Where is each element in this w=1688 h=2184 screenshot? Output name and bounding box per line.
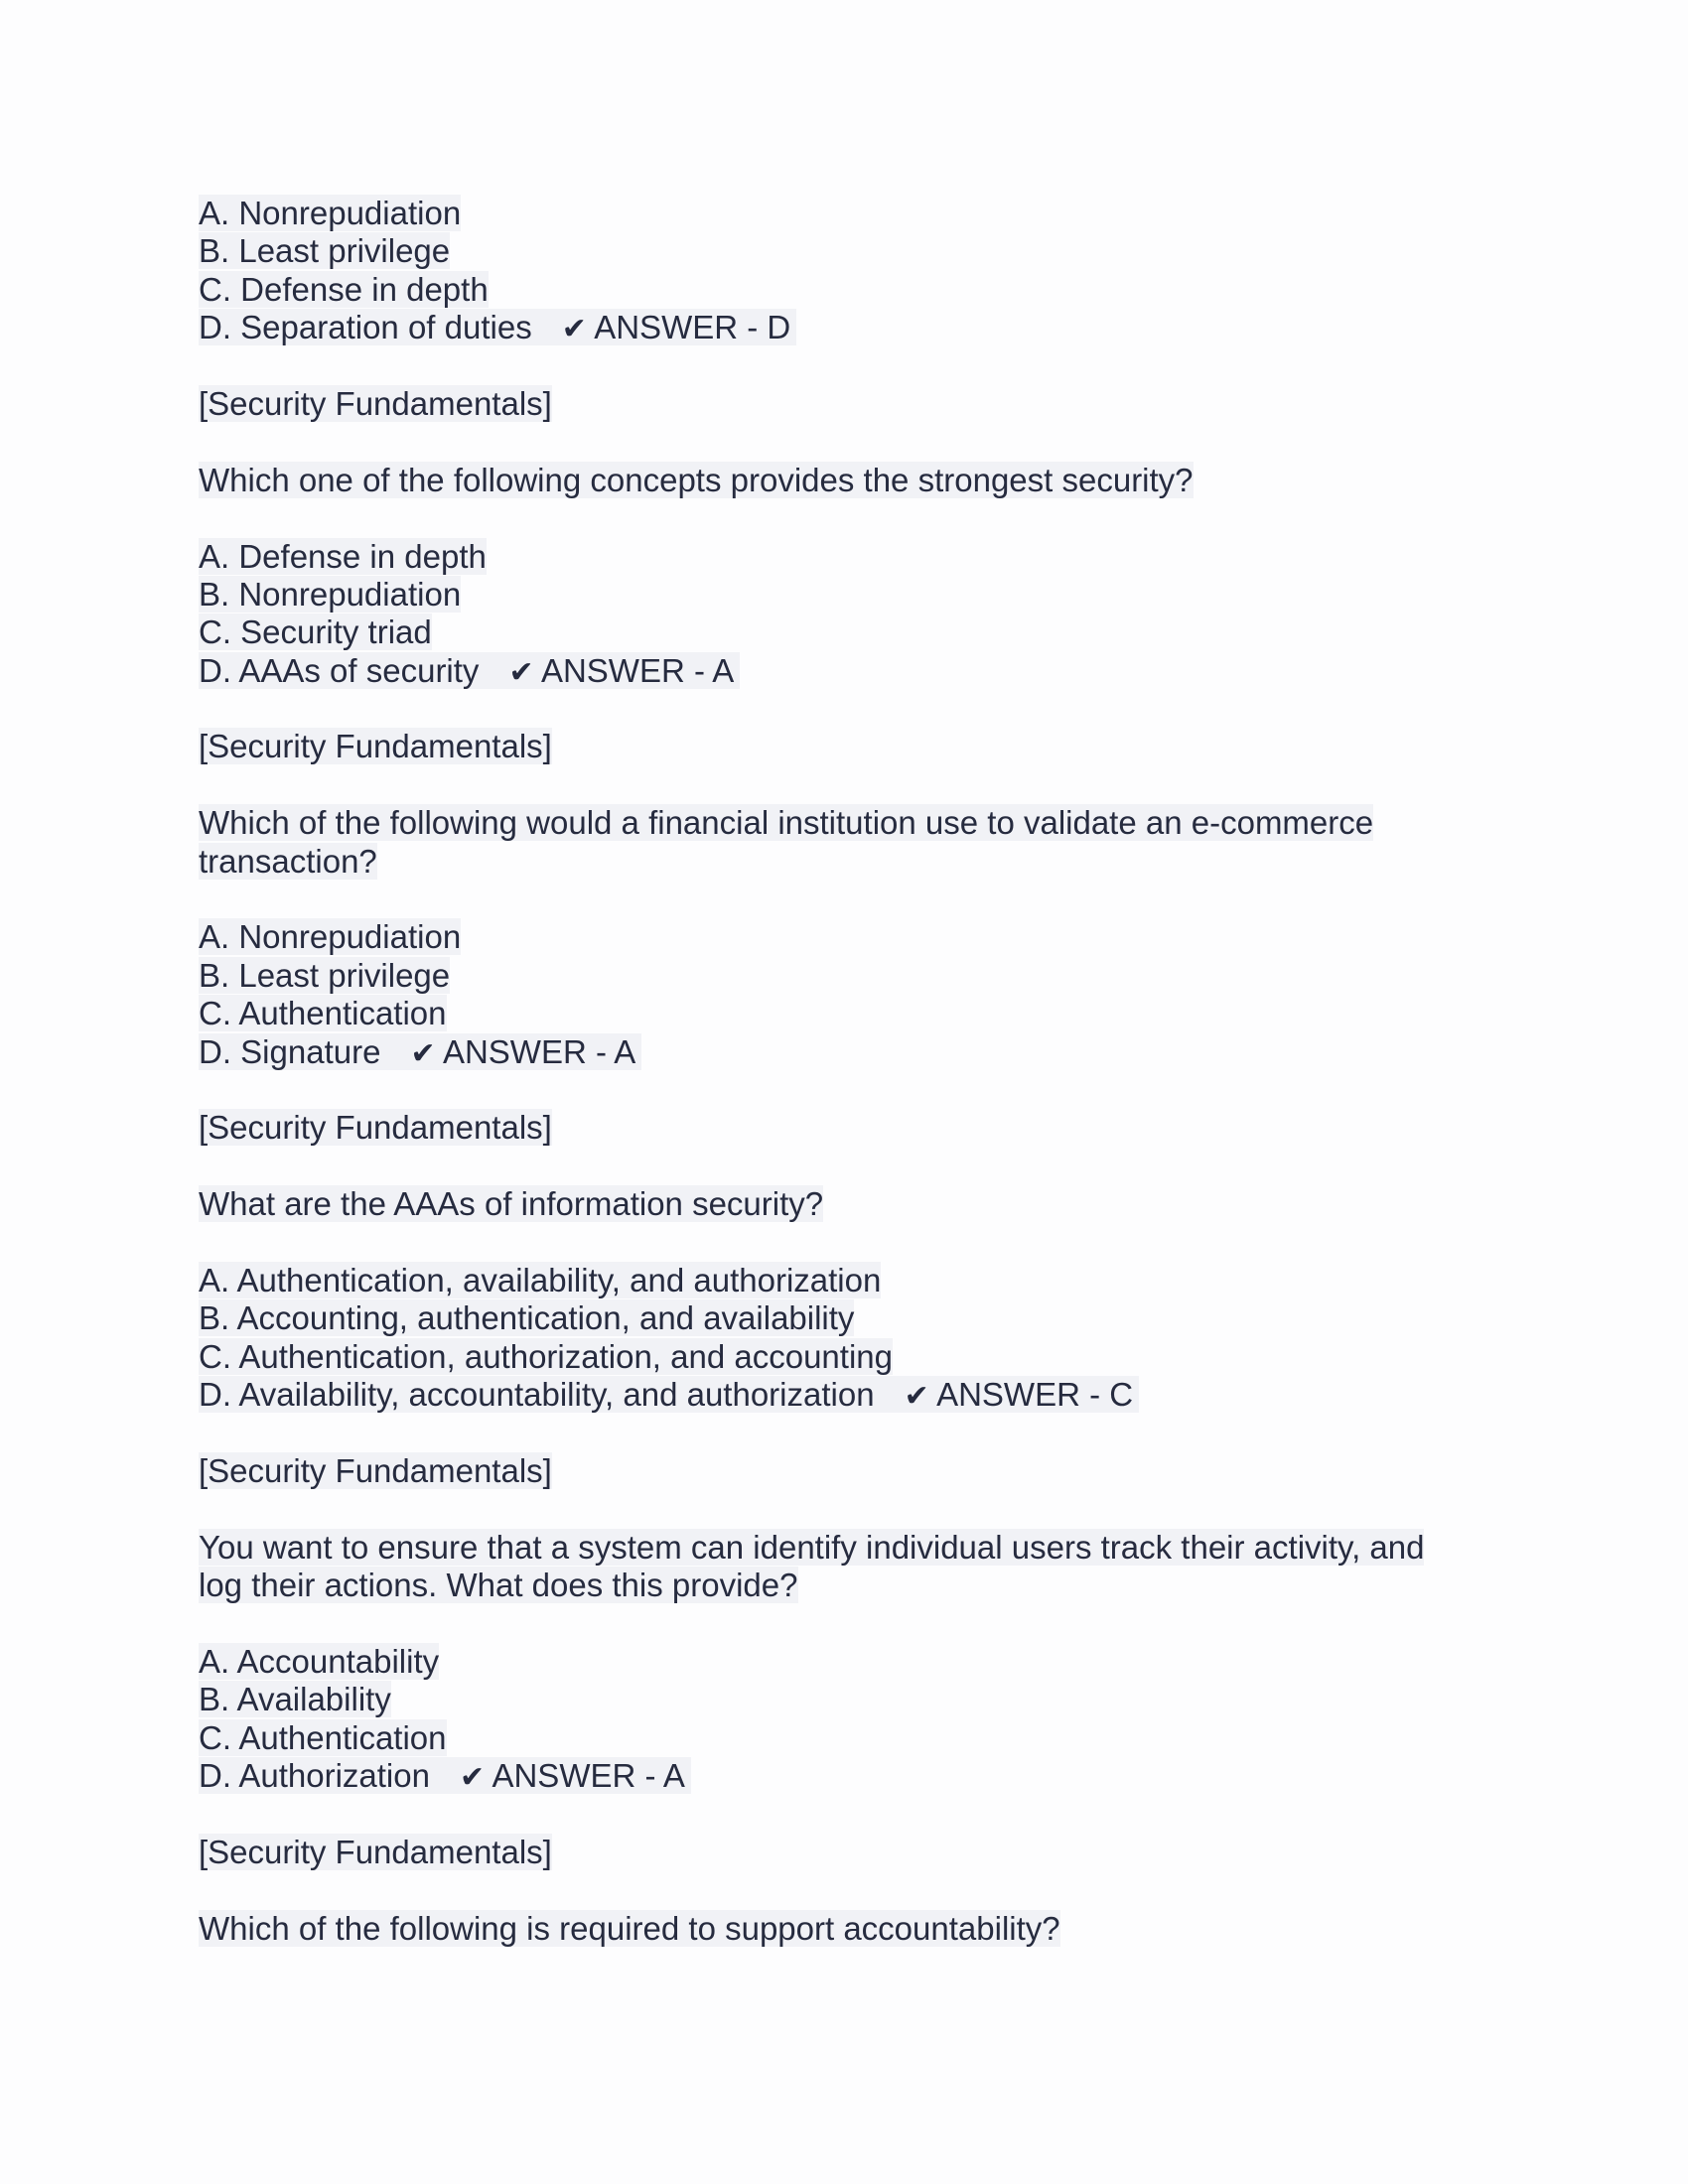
- question-block: [199, 1109, 1489, 1452]
- answer-option: B. Availability: [199, 1681, 391, 1718]
- checkmark-icon: ✔: [410, 1035, 436, 1071]
- answer-option: B. Least privilege: [199, 232, 451, 270]
- question-block: [199, 1834, 1489, 1948]
- answer-key: ANSWER - C: [936, 1376, 1134, 1414]
- answer-option: A. Nonrepudiation: [199, 195, 462, 231]
- question-block: [199, 1452, 1489, 1834]
- question-text: log their actions. What does this provide?: [199, 1567, 798, 1604]
- question-text: Which of the following is required to support accountability?: [199, 1909, 1060, 1947]
- answer-option: C. Authentication, authorization, and accounting: [199, 1337, 893, 1375]
- answer-option: D. AAAs of security ✔ ANSWER - A: [199, 652, 1489, 690]
- checkmark-icon: ✔: [561, 312, 587, 347]
- question-block: [199, 195, 1489, 385]
- topic-label: [Security Fundamentals]: [199, 728, 552, 765]
- answer-option: A. Authentication, availability, and authorization: [199, 1261, 882, 1298]
- checkmark-icon: ✔: [459, 1760, 486, 1796]
- topic-label: [Security Fundamentals]: [199, 1109, 552, 1147]
- answer-key: ANSWER - D: [594, 309, 791, 346]
- answer-key: ANSWER - A: [492, 1757, 685, 1795]
- answer-option: B. Accounting, authentication, and availability: [199, 1299, 855, 1337]
- topic-label: [Security Fundamentals]: [199, 1833, 552, 1870]
- topic-label: [Security Fundamentals]: [199, 384, 552, 422]
- question-block: [199, 385, 1489, 729]
- question-document: [199, 195, 1489, 1948]
- answer-key: ANSWER - A: [442, 1032, 636, 1070]
- answer-option: D. Separation of duties ✔ ANSWER - D: [199, 309, 1489, 346]
- answer-option: B. Nonrepudiation: [199, 575, 462, 613]
- checkmark-icon: ✔: [508, 654, 534, 690]
- question-text: transaction?: [199, 842, 377, 880]
- answer-option: A. Defense in depth: [199, 537, 487, 575]
- answer-option: C. Defense in depth: [199, 270, 489, 308]
- answer-option: C. Authentication: [199, 995, 447, 1032]
- answer-option: C. Security triad: [199, 614, 432, 651]
- answer-key: ANSWER - A: [540, 651, 735, 689]
- answer-option: D. Availability, accountability, and authorization ✔ ANSWER - C: [199, 1376, 1489, 1414]
- question-text: Which one of the following concepts provides the strongest security?: [199, 461, 1194, 498]
- answer-option: C. Authentication: [199, 1718, 447, 1756]
- answer-option: A. Accountability: [199, 1642, 440, 1680]
- question-text: What are the AAAs of information security?: [199, 1185, 824, 1223]
- checkmark-icon: ✔: [904, 1379, 929, 1415]
- question-text: Which of the following would a financial institution use to validate an e-commerce: [199, 804, 1374, 842]
- topic-label: [Security Fundamentals]: [199, 1451, 552, 1489]
- answer-option: A. Nonrepudiation: [199, 918, 462, 956]
- answer-option: D. Signature ✔ ANSWER - A: [199, 1033, 1489, 1071]
- question-text: You want to ensure that a system can identify individual users track their activity, and: [199, 1528, 1425, 1566]
- answer-option: B. Least privilege: [199, 956, 451, 994]
- answer-option: D. Authorization ✔ ANSWER - A: [199, 1757, 1489, 1795]
- question-block: [199, 728, 1489, 1109]
